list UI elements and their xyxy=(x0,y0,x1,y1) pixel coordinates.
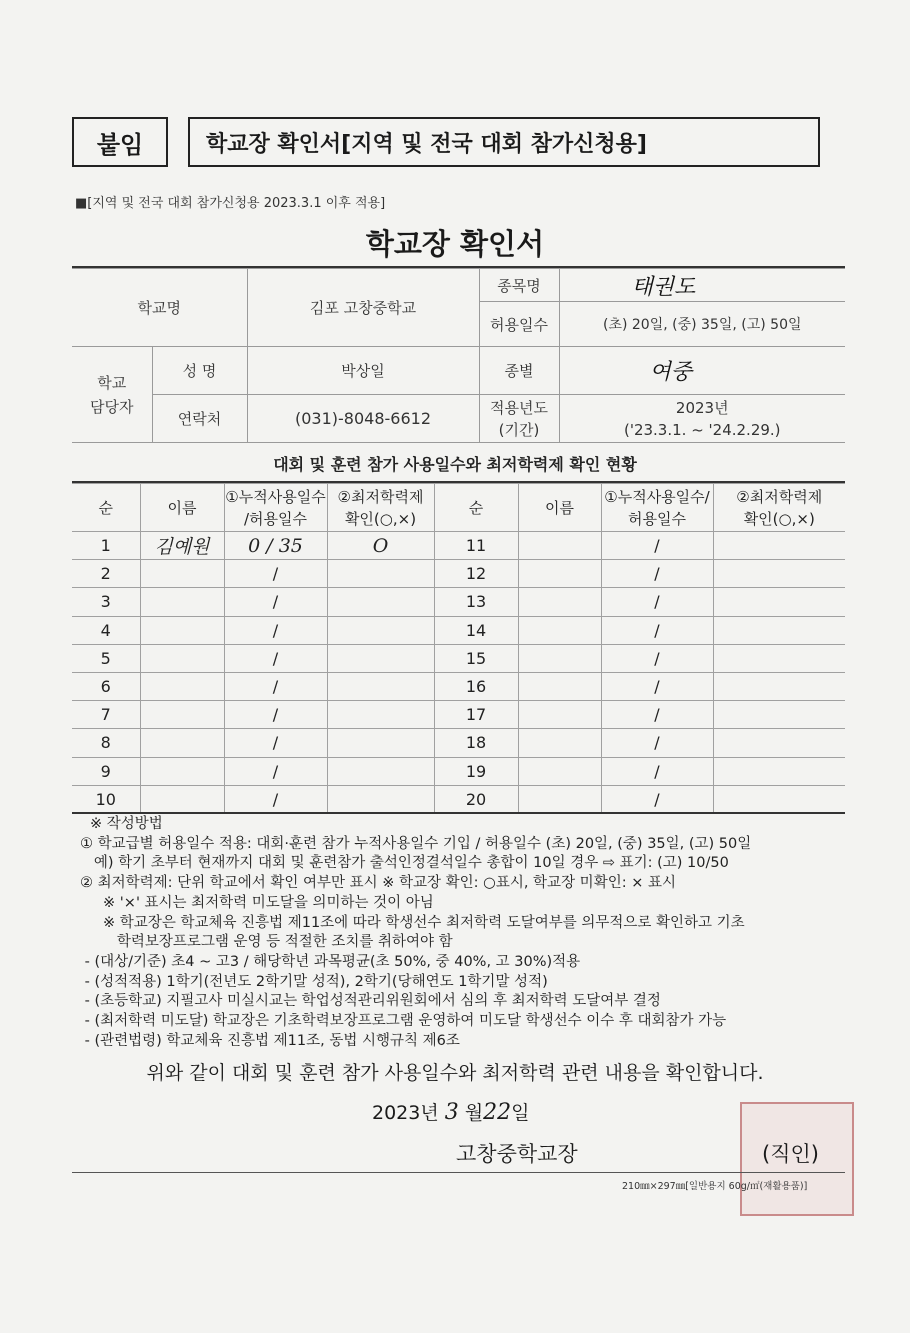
note-line: ① 학교급별 허용일수 적용: 대회·훈련 참가 누적사용일수 기입 / 허용일수 (초) 20일, (중) 35일, (고) 50일 xyxy=(80,835,752,852)
row-no-left: 7 xyxy=(72,701,140,729)
row-no-right: 13 xyxy=(434,588,518,616)
grid-bottom-rule xyxy=(72,812,845,814)
date-month: 3 xyxy=(444,1100,459,1125)
row-no-left: 6 xyxy=(72,672,140,700)
notes-lines xyxy=(80,835,751,1052)
row-no-left: 1 xyxy=(72,532,140,560)
date-day-unit: 일 xyxy=(511,1102,530,1124)
header-no-right: 순 xyxy=(434,484,518,532)
confirmation-statement: 위와 같이 대회 및 훈련 참가 사용일수와 최저학력 관련 내용을 확인합니다. xyxy=(146,1062,764,1084)
row-academic-right xyxy=(713,560,845,588)
row-no-right: 15 xyxy=(434,644,518,672)
row-days-left: / xyxy=(224,672,327,700)
row-academic-right xyxy=(713,588,845,616)
date-day: 22 xyxy=(483,1100,512,1125)
form-header-title-text: 학교장 확인서[지역 및 전국 대회 참가신청용] xyxy=(206,131,647,157)
note-line: - (최저학력 미도달) 학교장은 기초학력보장프로그램 운영하여 미도달 학생선수 이수 후 대회참가 가능 xyxy=(80,1013,727,1030)
year-label-line2: (기간) xyxy=(498,420,540,439)
principal-title: 고창중학교장 xyxy=(456,1142,578,1166)
header-no-left: 순 xyxy=(72,484,140,532)
allowed-days-label: 허용일수 xyxy=(479,302,559,347)
note-line: - (초등학교) 지필고사 미실시교는 학업성적관리위원회에서 심의 후 최저학력 도달여부 결정 xyxy=(80,993,661,1010)
row-academic-right xyxy=(713,785,845,813)
note-line: ※ 학교장은 학교체육 진흥법 제11조에 따라 학생선수 최저학력 도달여부를 의무적으로 확인하고 기초 xyxy=(80,914,745,931)
row-days-right: / xyxy=(601,616,713,644)
applicability-note: ■[지역 및 전국 대회 참가신청용 2023.3.1 이후 적용] xyxy=(75,196,386,211)
row-days-left: / xyxy=(224,757,327,785)
row-name-left: 김예원 xyxy=(140,532,224,560)
manager-label-line1: 학교 xyxy=(97,373,127,392)
header-days-left xyxy=(224,484,327,532)
table-row xyxy=(72,757,845,785)
notes-section xyxy=(80,815,751,1051)
row-name-left xyxy=(140,729,224,757)
date-year: 2023년 xyxy=(372,1102,439,1124)
header-academic-right xyxy=(713,484,845,532)
seal-label: (직인) xyxy=(762,1142,819,1166)
header-name-left: 이름 xyxy=(140,484,224,532)
note-line: ② 최저학력제: 단위 학교에서 확인 여부만 표시 ※ 학교장 확인: ○표시, 학교장 미확인: × 표시 xyxy=(80,875,676,892)
row-academic-right xyxy=(713,729,845,757)
table-row xyxy=(72,616,845,644)
school-value: 김포 고창중학교 xyxy=(247,269,479,347)
row-name-left xyxy=(140,672,224,700)
contact-label: 연락처 xyxy=(152,395,247,443)
row-name-left xyxy=(140,785,224,813)
row-name-left xyxy=(140,701,224,729)
row-name-left xyxy=(140,757,224,785)
school-label: 학교명 xyxy=(72,269,247,347)
row-academic-right xyxy=(713,757,845,785)
row-academic-left: O xyxy=(327,532,434,560)
year-label xyxy=(479,395,559,443)
header-days-right-l1: ①누적사용일수/ xyxy=(604,487,710,506)
row-academic-left xyxy=(327,701,434,729)
row-name-right xyxy=(518,672,601,700)
row-no-right: 18 xyxy=(434,729,518,757)
row-academic-right xyxy=(713,616,845,644)
notes-heading: ※ 작성방법 xyxy=(90,816,163,832)
row-academic-left xyxy=(327,588,434,616)
row-academic-right xyxy=(713,672,845,700)
row-days-right: / xyxy=(601,588,713,616)
year-value xyxy=(559,395,845,443)
row-name-left xyxy=(140,644,224,672)
row-academic-right xyxy=(713,532,845,560)
gender-label: 종별 xyxy=(479,347,559,395)
row-days-right: / xyxy=(601,785,713,813)
row-academic-left xyxy=(327,644,434,672)
row-days-left: / xyxy=(224,785,327,813)
note-line: ※ '×' 표시는 최저학력 미도달을 의미하는 것이 아님 xyxy=(80,894,434,911)
row-name-left xyxy=(140,616,224,644)
note-line: 예) 학기 초부터 현재까지 대회 및 훈련참가 출석인정결석일수 총합이 10일 경우 ⇨ 표기: (고) 10/50 xyxy=(80,855,729,872)
row-academic-right xyxy=(713,644,845,672)
header-name-right: 이름 xyxy=(518,484,601,532)
header-academic-left xyxy=(327,484,434,532)
row-days-right: / xyxy=(601,532,713,560)
row-days-left: / xyxy=(224,616,327,644)
row-no-left: 5 xyxy=(72,644,140,672)
row-no-right: 16 xyxy=(434,672,518,700)
row-academic-left xyxy=(327,560,434,588)
row-name-right xyxy=(518,757,601,785)
row-no-left: 3 xyxy=(72,588,140,616)
row-no-right: 17 xyxy=(434,701,518,729)
confirmation-date xyxy=(372,1098,530,1125)
row-name-right xyxy=(518,729,601,757)
row-days-right: / xyxy=(601,757,713,785)
row-name-left xyxy=(140,588,224,616)
row-no-left: 10 xyxy=(72,785,140,813)
row-name-right xyxy=(518,588,601,616)
footer-rule xyxy=(72,1172,845,1173)
row-academic-left xyxy=(327,672,434,700)
row-days-right: / xyxy=(601,644,713,672)
row-name-right xyxy=(518,644,601,672)
allowed-days-value: (초) 20일, (중) 35일, (고) 50일 xyxy=(559,302,845,347)
row-days-left: / xyxy=(224,729,327,757)
row-academic-left xyxy=(327,616,434,644)
row-no-right: 14 xyxy=(434,616,518,644)
note-line: - (성적적용) 1학기(전년도 2학기말 성적), 2학기(당해연도 1학기말 성적) xyxy=(80,973,548,990)
section-title: 대회 및 훈련 참가 사용일수와 최저학력제 확인 현황 xyxy=(273,455,637,474)
row-days-left: / xyxy=(224,701,327,729)
row-days-right: / xyxy=(601,560,713,588)
table-row xyxy=(72,644,845,672)
date-month-unit: 월 xyxy=(464,1102,484,1124)
row-days-left: / xyxy=(224,644,327,672)
document-title: 학교장 확인서 xyxy=(365,227,545,261)
row-name-right xyxy=(518,560,601,588)
header-academic-left-l1: ②최저학력제 xyxy=(337,487,424,506)
table-row xyxy=(72,532,845,560)
table-row xyxy=(72,701,845,729)
form-header-title xyxy=(188,117,820,167)
row-days-right: / xyxy=(601,672,713,700)
row-days-right: / xyxy=(601,729,713,757)
header-days-left-l1: ①누적사용일수 xyxy=(225,487,326,506)
gender-value: 여중 xyxy=(559,347,845,395)
row-no-left: 2 xyxy=(72,560,140,588)
header-days-left-l2: /허용일수 xyxy=(243,509,307,528)
header-academic-right-l2: 확인(○,×) xyxy=(743,509,815,528)
row-name-right xyxy=(518,701,601,729)
row-no-left: 4 xyxy=(72,616,140,644)
header-academic-left-l2: 확인(○,×) xyxy=(344,509,417,528)
name-label: 성 명 xyxy=(152,347,247,395)
event-value: 태권도 xyxy=(559,269,845,302)
row-days-left: / xyxy=(224,560,327,588)
note-line: - (대상/기준) 초4 ~ 고3 / 해당학년 과목평균(초 50%, 중 40%, 고 30%)적용 xyxy=(80,953,581,970)
manager-label xyxy=(72,347,152,443)
row-academic-left xyxy=(327,729,434,757)
contact-value: (031)-8048-6612 xyxy=(247,395,479,443)
header-academic-right-l1: ②최저학력제 xyxy=(736,487,823,506)
year-value-period: ('23.3.1. ~ '24.2.29.) xyxy=(623,420,781,439)
name-value: 박상일 xyxy=(247,347,479,395)
row-academic-right xyxy=(713,701,845,729)
row-no-left: 9 xyxy=(72,757,140,785)
attachment-tag-text: 붙임 xyxy=(96,130,144,159)
row-no-right: 19 xyxy=(434,757,518,785)
table-row xyxy=(72,729,845,757)
row-no-right: 12 xyxy=(434,560,518,588)
row-no-left: 8 xyxy=(72,729,140,757)
event-label: 종목명 xyxy=(479,269,559,302)
paper-spec: 210㎜×297㎜[일반용지 60g/㎡(재활용품)] xyxy=(622,1181,808,1192)
table-row xyxy=(72,785,845,813)
usage-table xyxy=(72,483,845,814)
row-name-right xyxy=(518,616,601,644)
row-academic-left xyxy=(327,757,434,785)
note-line: 학력보장프로그램 운영 등 적절한 조치를 취하여야 함 xyxy=(80,934,453,951)
attachment-tag xyxy=(72,117,168,167)
row-academic-left xyxy=(327,785,434,813)
header-days-right-l2: 허용일수 xyxy=(628,509,686,528)
usage-table-body xyxy=(72,532,845,814)
row-name-right xyxy=(518,532,601,560)
row-days-left: 0 / 35 xyxy=(224,532,327,560)
table-row xyxy=(72,672,845,700)
year-label-line1: 적용년도 xyxy=(490,398,548,417)
note-line: - (관련법령) 학교체육 진흥법 제11조, 동법 시행규칙 제6조 xyxy=(80,1032,460,1049)
row-no-right: 11 xyxy=(434,532,518,560)
row-days-left: / xyxy=(224,588,327,616)
row-days-right: / xyxy=(601,701,713,729)
info-table xyxy=(72,268,845,443)
row-no-right: 20 xyxy=(434,785,518,813)
row-name-left xyxy=(140,560,224,588)
table-row xyxy=(72,588,845,616)
table-row xyxy=(72,560,845,588)
header-days-right xyxy=(601,484,713,532)
manager-label-line2: 담당자 xyxy=(90,397,134,416)
year-value-year: 2023년 xyxy=(675,398,729,417)
row-name-right xyxy=(518,785,601,813)
